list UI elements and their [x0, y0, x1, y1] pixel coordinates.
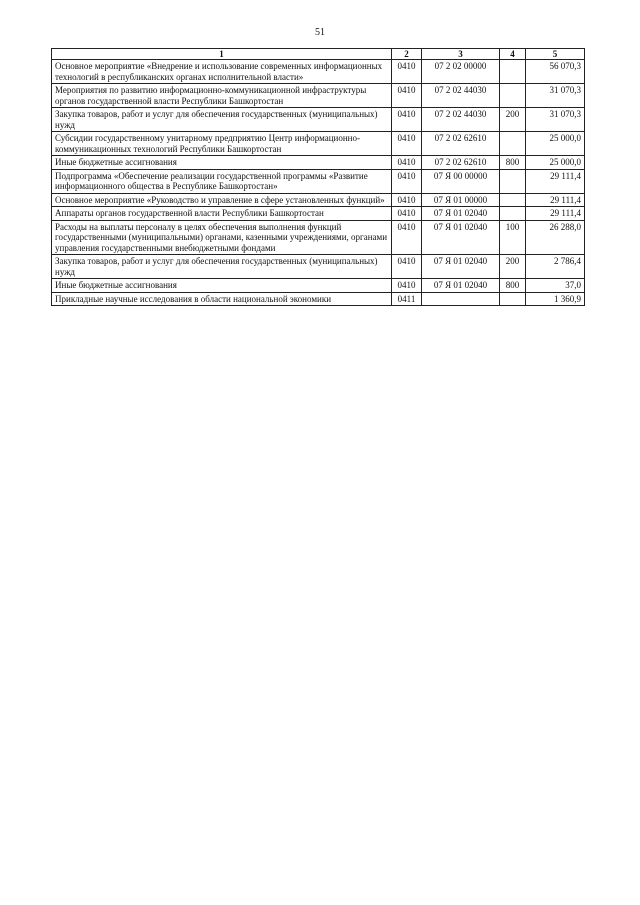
cell-target-item: 07 Я 01 02040 [422, 207, 500, 221]
cell-section-code: 0410 [392, 84, 422, 108]
col-header-section: 2 [392, 49, 422, 60]
table-row [52, 193, 585, 207]
cell-name: Расходы на выплаты персоналу в целях обеспечения выполнения функций государственными (муниципальными) органами, казенными учреждениями, органами управления государственными внебюджетными фондами [52, 220, 392, 255]
cell-target-item: 07 2 02 44030 [422, 84, 500, 108]
cell-amount: 26 288,0 [526, 220, 585, 255]
table-row [52, 84, 585, 108]
cell-section-code: 0410 [392, 220, 422, 255]
cell-expense-type [500, 84, 526, 108]
table-row [52, 169, 585, 193]
cell-expense-type: 800 [500, 279, 526, 293]
page-number: 51 [315, 27, 325, 38]
cell-target-item: 07 Я 00 00000 [422, 169, 500, 193]
cell-name: Основное мероприятие «Руководство и управление в сфере установленных функций» [52, 193, 392, 207]
cell-name: Субсидии государственному унитарному предприятию Центр информационно-коммуникационных технологий Республики Башкортостан [52, 132, 392, 156]
cell-expense-type: 800 [500, 156, 526, 170]
table-row [52, 255, 585, 279]
cell-target-item: 07 Я 01 02040 [422, 279, 500, 293]
cell-expense-type [500, 292, 526, 306]
cell-amount: 29 111,4 [526, 169, 585, 193]
col-header-expense-type: 4 [500, 49, 526, 60]
table-row [52, 292, 585, 306]
budget-table [51, 48, 585, 306]
table-row [52, 207, 585, 221]
cell-expense-type [500, 169, 526, 193]
cell-section-code: 0410 [392, 108, 422, 132]
cell-amount: 56 070,3 [526, 60, 585, 84]
table-row [52, 279, 585, 293]
col-header-target-item: 3 [422, 49, 500, 60]
cell-amount: 1 360,9 [526, 292, 585, 306]
cell-amount: 31 070,3 [526, 84, 585, 108]
header-row [52, 49, 585, 60]
cell-expense-type [500, 60, 526, 84]
cell-name: Основное мероприятие «Внедрение и использование современных информационных технологий в республиканских органах исполнительной власти» [52, 60, 392, 84]
cell-name: Мероприятия по развитию информационно-коммуникационной инфраструктуры органов государственной власти Республики Башкортостан [52, 84, 392, 108]
cell-name: Закупка товаров, работ и услуг для обеспечения государственных (муниципальных) нужд [52, 108, 392, 132]
cell-expense-type [500, 207, 526, 221]
cell-target-item: 07 2 02 62610 [422, 156, 500, 170]
cell-section-code: 0410 [392, 60, 422, 84]
cell-section-code: 0411 [392, 292, 422, 306]
col-header-name: 1 [52, 49, 392, 60]
cell-amount: 29 111,4 [526, 207, 585, 221]
cell-name: Иные бюджетные ассигнования [52, 279, 392, 293]
cell-section-code: 0410 [392, 207, 422, 221]
table-row [52, 156, 585, 170]
cell-target-item: 07 Я 01 02040 [422, 220, 500, 255]
cell-expense-type [500, 193, 526, 207]
cell-name: Прикладные научные исследования в области национальной экономики [52, 292, 392, 306]
cell-expense-type: 100 [500, 220, 526, 255]
cell-target-item: 07 Я 01 00000 [422, 193, 500, 207]
cell-expense-type: 200 [500, 255, 526, 279]
cell-target-item: 07 2 02 62610 [422, 132, 500, 156]
cell-expense-type [500, 132, 526, 156]
cell-amount: 29 111,4 [526, 193, 585, 207]
cell-section-code: 0410 [392, 279, 422, 293]
cell-target-item [422, 292, 500, 306]
cell-name: Аппараты органов государственной власти Республики Башкортостан [52, 207, 392, 221]
cell-target-item: 07 2 02 44030 [422, 108, 500, 132]
table-row [52, 220, 585, 255]
cell-name: Закупка товаров, работ и услуг для обеспечения государственных (муниципальных) нужд [52, 255, 392, 279]
cell-section-code: 0410 [392, 255, 422, 279]
col-header-amount: 5 [526, 49, 585, 60]
cell-target-item: 07 2 02 00000 [422, 60, 500, 84]
cell-name: Подпрограмма «Обеспечение реализации государственной программы «Развитие информационного общества в Республике Башкортостан» [52, 169, 392, 193]
cell-amount: 25 000,0 [526, 156, 585, 170]
cell-expense-type: 200 [500, 108, 526, 132]
cell-amount: 31 070,3 [526, 108, 585, 132]
cell-amount: 25 000,0 [526, 132, 585, 156]
table-row [52, 60, 585, 84]
table-row [52, 108, 585, 132]
cell-name: Иные бюджетные ассигнования [52, 156, 392, 170]
cell-target-item: 07 Я 01 02040 [422, 255, 500, 279]
cell-section-code: 0410 [392, 156, 422, 170]
cell-section-code: 0410 [392, 193, 422, 207]
cell-section-code: 0410 [392, 132, 422, 156]
cell-section-code: 0410 [392, 169, 422, 193]
cell-amount: 37,0 [526, 279, 585, 293]
table-row [52, 132, 585, 156]
cell-amount: 2 786,4 [526, 255, 585, 279]
